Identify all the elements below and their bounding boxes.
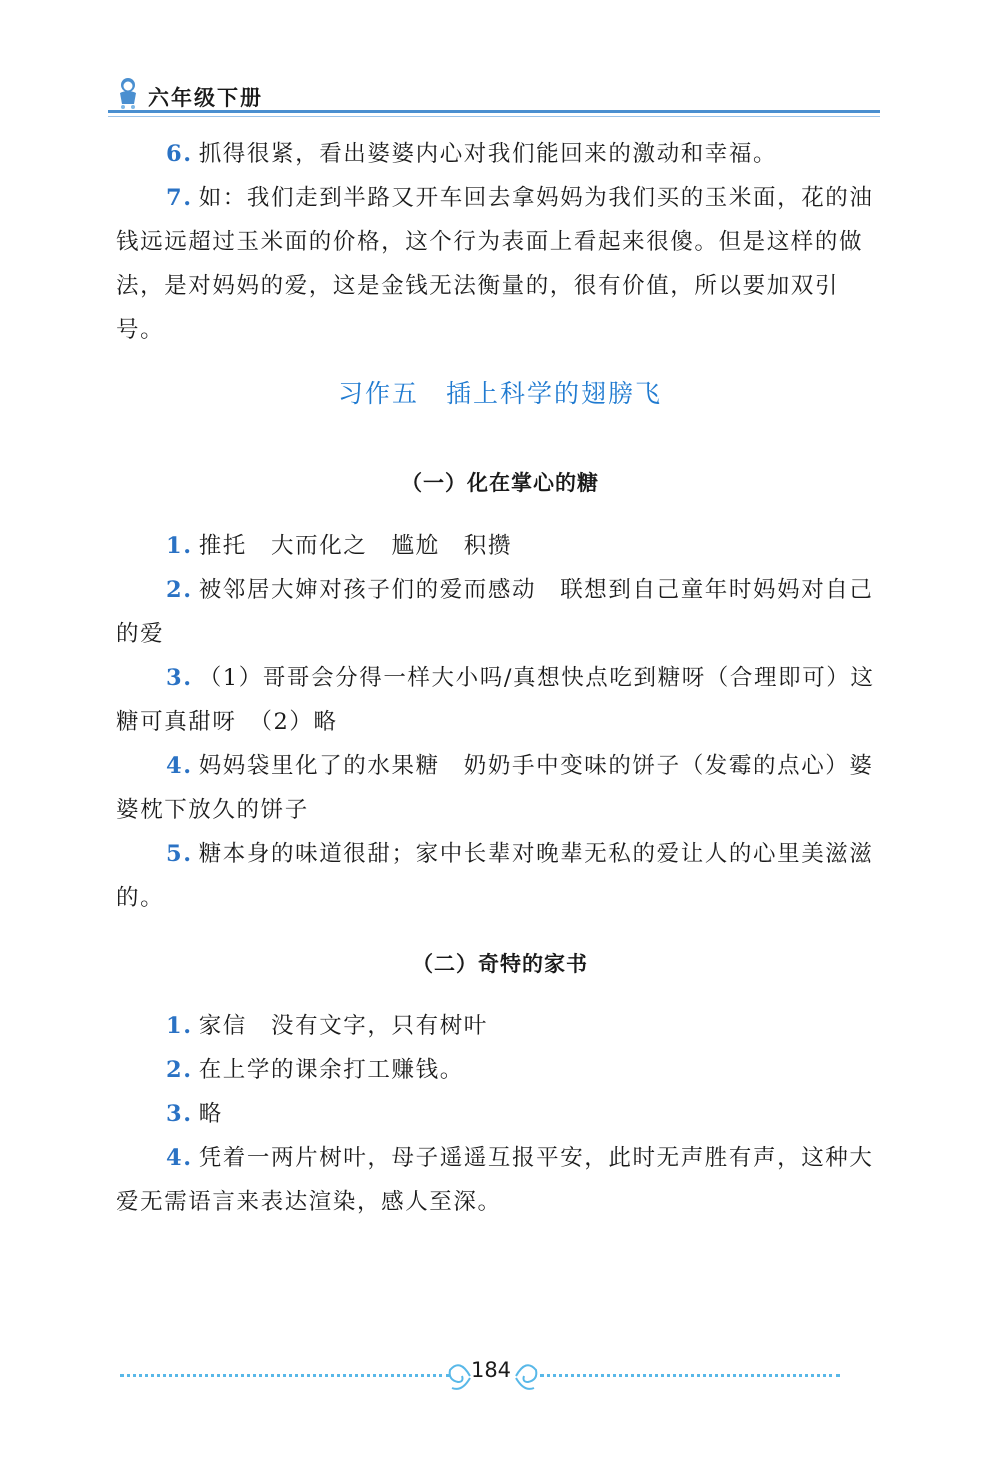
- sub2-item-3: 3. 略: [166, 1101, 223, 1127]
- answer-6: 6. 抓得很紧，看出婆婆内心对我们能回来的激动和幸福。: [166, 141, 778, 167]
- footer-dots-left: [120, 1374, 450, 1380]
- sub1-item-2: 2. 被邻居大婶对孩子们的爱而感动 联想到自己童年时妈妈对自己的爱: [116, 577, 874, 647]
- sub1-item-1: 1. 推托 大而化之 尴尬 积攒: [166, 533, 513, 559]
- sub2-title: （二）奇特的家书: [412, 952, 588, 976]
- sub1-item-4: 4. 妈妈袋里化了的水果糖 奶奶手中变味的饼子（发霉的点心）婆婆枕下放久的饼子: [116, 753, 874, 823]
- swirl-right-icon: [514, 1352, 540, 1396]
- section-title: 习作五 插上科学的翅膀飞: [337, 379, 662, 408]
- sub2-item-2: 2. 在上学的课余打工赚钱。: [166, 1057, 464, 1083]
- header-rule-thin: [108, 116, 880, 117]
- footer-dots-right: [540, 1374, 840, 1380]
- sub1-title: （一）化在掌心的糖: [401, 471, 599, 495]
- sub1-item-5: 5. 糖本身的味道很甜；家中长辈对晚辈无私的爱让人的心里美滋滋的。: [116, 841, 874, 911]
- sub2-item-4: 4. 凭着一两片树叶，母子遥遥互报平安，此时无声胜有声，这种大爱无需语言来表达渲染，感人至深。: [116, 1145, 874, 1215]
- page-number: 184: [470, 1358, 512, 1382]
- answer-7: 7. 如：我们走到半路又开车回去拿妈妈为我们买的玉米面，花的油钱远远超过玉米面的价格，这个行为表面上看起来很傻。但是这样的做法，是对妈妈的爱，这是金钱无法衡量的，很有价值，所以要加双引号。: [116, 185, 874, 343]
- sub2-item-1: 1. 家信 没有文字，只有树叶: [166, 1013, 488, 1039]
- header-rule: [108, 110, 880, 113]
- sub1-item-3: 3. （1）哥哥会分得一样大小吗/真想快点吃到糖呀（合理即可）这糖可真甜呀 （2）略: [116, 665, 875, 735]
- grade-label: 六年级下册: [148, 85, 263, 110]
- page-header: [108, 72, 880, 118]
- page-footer: [120, 1352, 840, 1400]
- mascot-icon: [114, 76, 142, 114]
